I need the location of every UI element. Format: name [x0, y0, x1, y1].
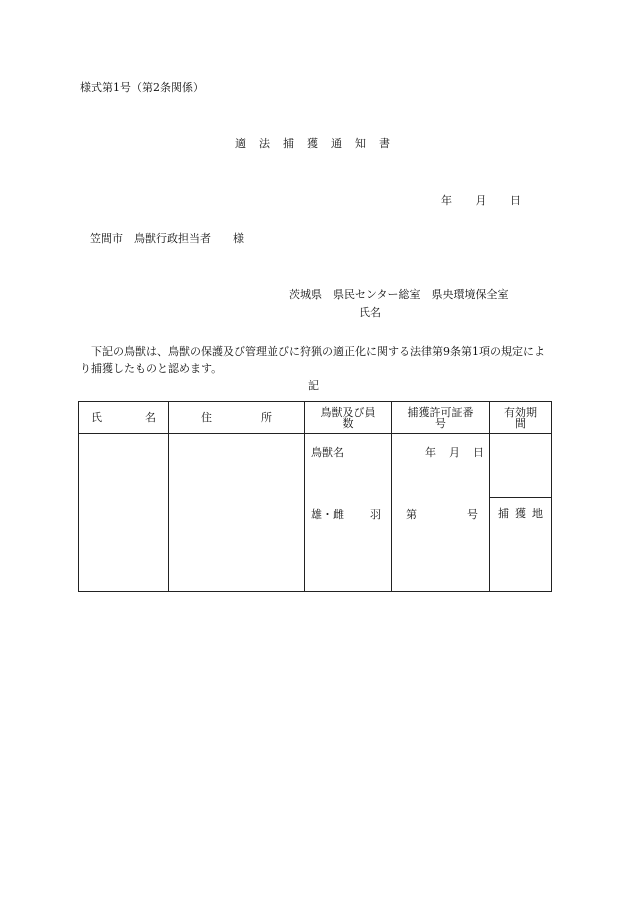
header-valid-period: 有効期間 [490, 402, 552, 434]
count-unit-label: 羽 [370, 508, 381, 521]
species-name-label: 鳥獣名 [311, 446, 344, 459]
cell-permit-number[interactable] [392, 434, 490, 592]
date-month-label: 月 [449, 446, 460, 459]
header-address: 住 所 [169, 402, 305, 434]
ki-label: 記 [308, 379, 319, 392]
document-title [235, 138, 390, 149]
table-header-row [79, 402, 552, 434]
capture-records-table [78, 401, 552, 592]
permit-number-prefix: 第 [406, 508, 417, 521]
title-char: 適 [235, 137, 246, 150]
date-line [441, 195, 521, 206]
title-char: 法 [259, 137, 270, 150]
table-row [79, 434, 552, 592]
cell-name[interactable] [79, 434, 169, 592]
date-day-label: 日 [510, 194, 521, 207]
title-char: 知 [355, 137, 366, 150]
permit-number-suffix: 号 [467, 508, 478, 521]
sex-label: 雄・雌 [311, 508, 344, 521]
header-species-count: 鳥獣及び員数 [305, 402, 392, 434]
title-char: 獲 [307, 137, 318, 150]
body-text: 下記の鳥獣は、鳥獣の保護及び管理並びに狩猟の適正化に関する法律第9条第1項の規定により捕獲したものと認めます。 [80, 345, 545, 375]
header-name: 氏 名 [79, 402, 169, 434]
date-year-label: 年 [441, 194, 452, 207]
date-month-label: 月 [475, 194, 487, 207]
form-number: 様式第1号（第2条関係） [80, 81, 204, 94]
capture-place-header: 捕 獲 地 [490, 497, 551, 530]
sender-name-label: 氏名 [359, 306, 381, 319]
addressee: 笠間市 鳥獣行政担当者 様 [90, 232, 244, 245]
date-day-label: 日 [473, 446, 484, 459]
title-char: 通 [331, 137, 342, 150]
title-char: 捕 [283, 137, 294, 150]
header-permit-number: 捕獲許可証番号 [392, 402, 490, 434]
date-year-label: 年 [425, 446, 436, 459]
sender-organization: 茨城県 県民センター総室 県央環境保全室 [289, 288, 509, 301]
cell-valid-period[interactable] [490, 434, 552, 592]
cell-species-count[interactable] [305, 434, 392, 592]
cell-address[interactable] [169, 434, 305, 592]
title-char: 書 [379, 137, 390, 150]
